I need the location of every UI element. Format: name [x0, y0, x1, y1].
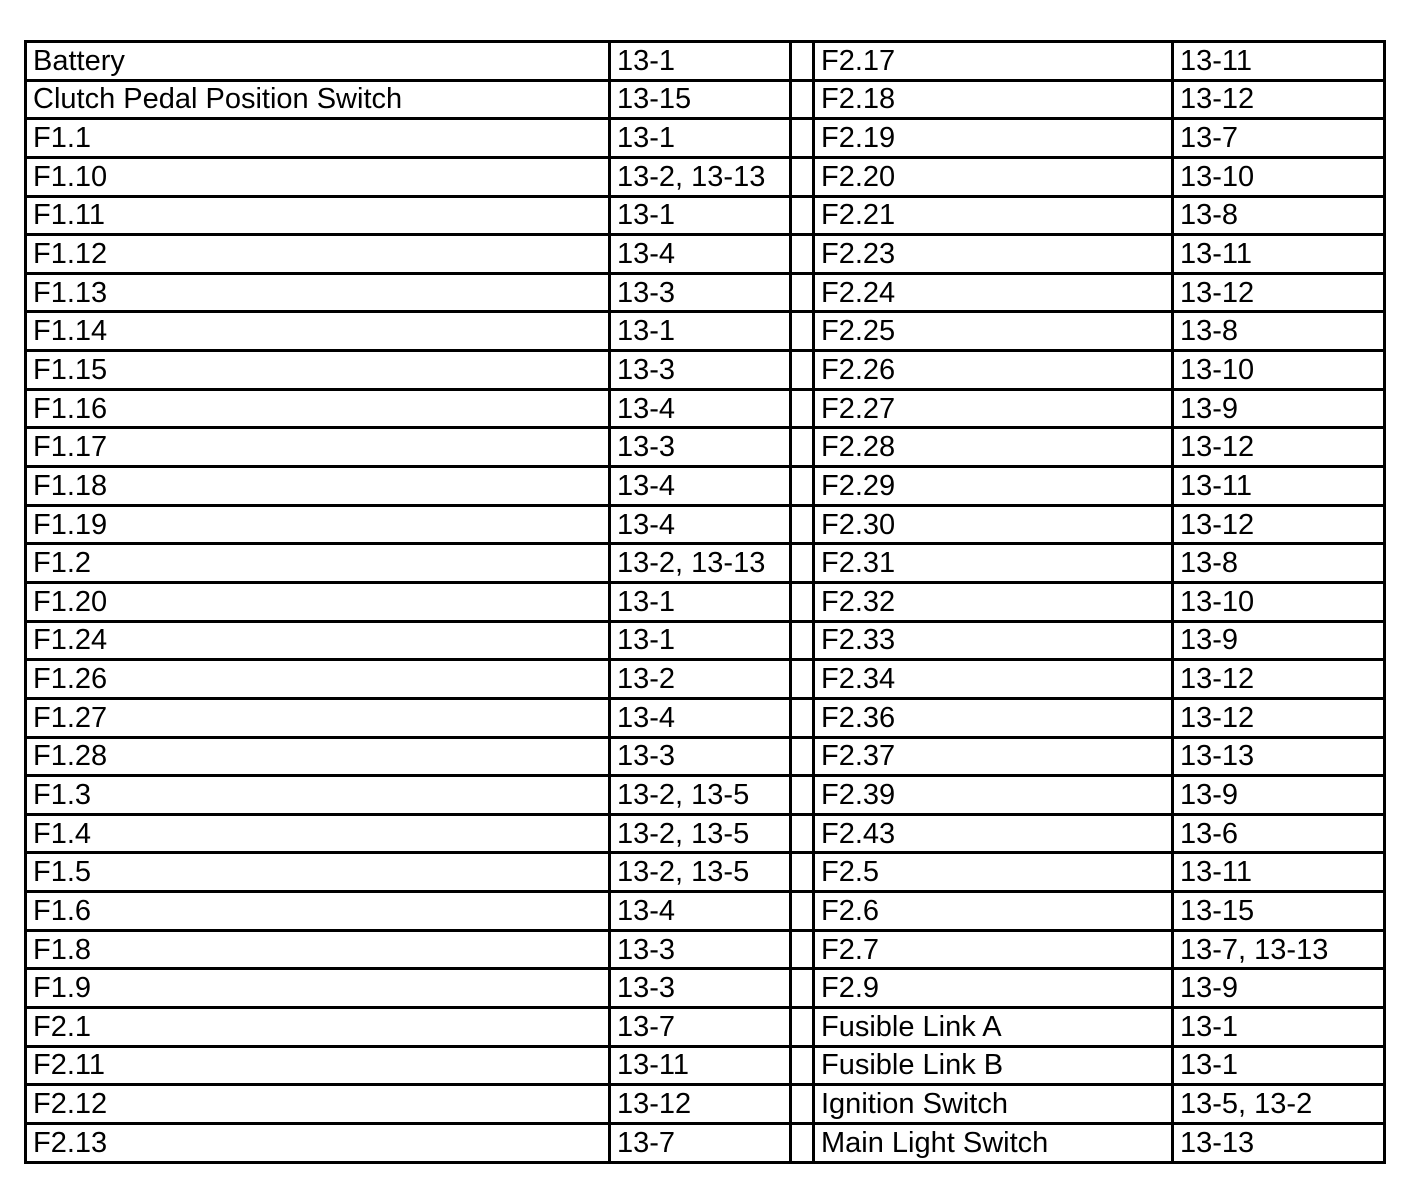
column-gap [791, 776, 814, 815]
component-index-body [26, 42, 1385, 1163]
table-row [26, 505, 1385, 544]
column-gap [791, 467, 814, 506]
left-pages-cell: 13-3 [610, 969, 791, 1008]
right-pages-cell: 13-13 [1173, 737, 1385, 776]
table-row [26, 312, 1385, 351]
table-row [26, 1085, 1385, 1124]
table-row [26, 1123, 1385, 1162]
left-pages-cell: 13-7 [610, 1123, 791, 1162]
right-component-cell: F2.18 [814, 80, 1173, 119]
right-component-cell: F2.33 [814, 621, 1173, 660]
right-pages-cell: 13-7, 13-13 [1173, 930, 1385, 969]
right-pages-cell: 13-8 [1173, 544, 1385, 583]
right-component-cell: F2.32 [814, 582, 1173, 621]
left-component-cell: F1.18 [26, 467, 610, 506]
column-gap [791, 80, 814, 119]
right-component-cell: F2.20 [814, 157, 1173, 196]
left-component-cell: F1.6 [26, 892, 610, 931]
right-component-cell: F2.31 [814, 544, 1173, 583]
left-pages-cell: 13-4 [610, 892, 791, 931]
left-pages-cell: 13-2, 13-5 [610, 814, 791, 853]
left-pages-cell: 13-2, 13-5 [610, 853, 791, 892]
left-pages-cell: 13-1 [610, 119, 791, 158]
table-row [26, 467, 1385, 506]
table-row [26, 582, 1385, 621]
table-row [26, 273, 1385, 312]
table-row [26, 1046, 1385, 1085]
left-pages-cell: 13-7 [610, 1008, 791, 1047]
column-gap [791, 273, 814, 312]
left-component-cell: F1.9 [26, 969, 610, 1008]
left-pages-cell: 13-11 [610, 1046, 791, 1085]
right-component-cell: F2.6 [814, 892, 1173, 931]
right-pages-cell: 13-6 [1173, 814, 1385, 853]
left-component-cell: F1.5 [26, 853, 610, 892]
left-component-cell: F2.11 [26, 1046, 610, 1085]
table-row [26, 737, 1385, 776]
column-gap [791, 1123, 814, 1162]
column-gap [791, 1085, 814, 1124]
component-index-table [24, 40, 1386, 1164]
column-gap [791, 235, 814, 274]
left-pages-cell: 13-3 [610, 351, 791, 390]
right-pages-cell: 13-12 [1173, 273, 1385, 312]
right-pages-cell: 13-9 [1173, 969, 1385, 1008]
column-gap [791, 969, 814, 1008]
right-component-cell: Fusible Link A [814, 1008, 1173, 1047]
column-gap [791, 737, 814, 776]
left-component-cell: F1.2 [26, 544, 610, 583]
right-component-cell: F2.19 [814, 119, 1173, 158]
left-pages-cell: 13-3 [610, 428, 791, 467]
left-component-cell: F1.4 [26, 814, 610, 853]
right-pages-cell: 13-10 [1173, 157, 1385, 196]
right-pages-cell: 13-12 [1173, 505, 1385, 544]
table-row [26, 196, 1385, 235]
table-row [26, 544, 1385, 583]
right-pages-cell: 13-1 [1173, 1046, 1385, 1085]
table-row [26, 621, 1385, 660]
left-component-cell: F1.27 [26, 698, 610, 737]
table-row [26, 157, 1385, 196]
column-gap [791, 157, 814, 196]
left-component-cell: F1.10 [26, 157, 610, 196]
column-gap [791, 582, 814, 621]
right-component-cell: F2.29 [814, 467, 1173, 506]
column-gap [791, 42, 814, 81]
right-pages-cell: 13-8 [1173, 196, 1385, 235]
table-row [26, 119, 1385, 158]
left-component-cell: F1.20 [26, 582, 610, 621]
table-row [26, 428, 1385, 467]
right-pages-cell: 13-13 [1173, 1123, 1385, 1162]
right-pages-cell: 13-5, 13-2 [1173, 1085, 1385, 1124]
column-gap [791, 930, 814, 969]
right-component-cell: F2.24 [814, 273, 1173, 312]
table-row [26, 351, 1385, 390]
column-gap [791, 312, 814, 351]
left-component-cell: F1.26 [26, 660, 610, 699]
table-row [26, 698, 1385, 737]
column-gap [791, 698, 814, 737]
right-pages-cell: 13-11 [1173, 235, 1385, 274]
column-gap [791, 505, 814, 544]
table-row [26, 853, 1385, 892]
table-row [26, 42, 1385, 81]
column-gap [791, 544, 814, 583]
column-gap [791, 389, 814, 428]
right-pages-cell: 13-10 [1173, 351, 1385, 390]
left-component-cell: F1.17 [26, 428, 610, 467]
left-pages-cell: 13-1 [610, 196, 791, 235]
left-pages-cell: 13-3 [610, 930, 791, 969]
right-pages-cell: 13-8 [1173, 312, 1385, 351]
left-component-cell: F1.16 [26, 389, 610, 428]
left-component-cell: F1.19 [26, 505, 610, 544]
right-component-cell: F2.5 [814, 853, 1173, 892]
left-pages-cell: 13-4 [610, 467, 791, 506]
right-pages-cell: 13-11 [1173, 853, 1385, 892]
right-pages-cell: 13-7 [1173, 119, 1385, 158]
left-pages-cell: 13-4 [610, 235, 791, 274]
left-pages-cell: 13-12 [610, 1085, 791, 1124]
left-component-cell: F2.12 [26, 1085, 610, 1124]
left-pages-cell: 13-3 [610, 737, 791, 776]
left-pages-cell: 13-2, 13-13 [610, 544, 791, 583]
left-component-cell: F1.8 [26, 930, 610, 969]
left-pages-cell: 13-1 [610, 621, 791, 660]
table-row [26, 235, 1385, 274]
right-component-cell: F2.43 [814, 814, 1173, 853]
column-gap [791, 621, 814, 660]
left-pages-cell: 13-4 [610, 505, 791, 544]
left-component-cell: F2.1 [26, 1008, 610, 1047]
column-gap [791, 853, 814, 892]
left-component-cell: F1.14 [26, 312, 610, 351]
left-component-cell: F1.12 [26, 235, 610, 274]
right-component-cell: F2.37 [814, 737, 1173, 776]
table-row [26, 389, 1385, 428]
column-gap [791, 351, 814, 390]
left-component-cell: F1.28 [26, 737, 610, 776]
right-component-cell: F2.25 [814, 312, 1173, 351]
table-row [26, 1008, 1385, 1047]
left-pages-cell: 13-4 [610, 389, 791, 428]
column-gap [791, 1008, 814, 1047]
column-gap [791, 1046, 814, 1085]
column-gap [791, 196, 814, 235]
column-gap [791, 428, 814, 467]
right-pages-cell: 13-9 [1173, 776, 1385, 815]
right-pages-cell: 13-9 [1173, 621, 1385, 660]
right-component-cell: F2.27 [814, 389, 1173, 428]
right-component-cell: F2.17 [814, 42, 1173, 81]
right-pages-cell: 13-12 [1173, 80, 1385, 119]
left-component-cell: F1.15 [26, 351, 610, 390]
left-pages-cell: 13-1 [610, 312, 791, 351]
right-component-cell: F2.26 [814, 351, 1173, 390]
right-pages-cell: 13-11 [1173, 467, 1385, 506]
left-pages-cell: 13-2, 13-13 [610, 157, 791, 196]
right-pages-cell: 13-10 [1173, 582, 1385, 621]
right-component-cell: F2.9 [814, 969, 1173, 1008]
left-pages-cell: 13-2, 13-5 [610, 776, 791, 815]
right-component-cell: F2.34 [814, 660, 1173, 699]
right-component-cell: F2.21 [814, 196, 1173, 235]
left-component-cell: F1.3 [26, 776, 610, 815]
left-component-cell: Battery [26, 42, 610, 81]
left-pages-cell: 13-3 [610, 273, 791, 312]
right-component-cell: F2.23 [814, 235, 1173, 274]
right-component-cell: F2.36 [814, 698, 1173, 737]
table-row [26, 80, 1385, 119]
left-component-cell: F1.13 [26, 273, 610, 312]
left-component-cell: F1.1 [26, 119, 610, 158]
column-gap [791, 892, 814, 931]
right-component-cell: Main Light Switch [814, 1123, 1173, 1162]
right-component-cell: F2.7 [814, 930, 1173, 969]
table-row [26, 660, 1385, 699]
right-pages-cell: 13-12 [1173, 660, 1385, 699]
table-row [26, 969, 1385, 1008]
right-component-cell: F2.30 [814, 505, 1173, 544]
left-pages-cell: 13-2 [610, 660, 791, 699]
right-component-cell: F2.39 [814, 776, 1173, 815]
right-pages-cell: 13-9 [1173, 389, 1385, 428]
right-pages-cell: 13-12 [1173, 428, 1385, 467]
left-component-cell: F1.24 [26, 621, 610, 660]
right-component-cell: Ignition Switch [814, 1085, 1173, 1124]
column-gap [791, 119, 814, 158]
table-row [26, 930, 1385, 969]
right-pages-cell: 13-12 [1173, 698, 1385, 737]
table-row [26, 814, 1385, 853]
right-component-cell: F2.28 [814, 428, 1173, 467]
table-row [26, 776, 1385, 815]
right-pages-cell: 13-1 [1173, 1008, 1385, 1047]
right-component-cell: Fusible Link B [814, 1046, 1173, 1085]
left-pages-cell: 13-1 [610, 42, 791, 81]
table-row [26, 892, 1385, 931]
left-pages-cell: 13-1 [610, 582, 791, 621]
left-component-cell: Clutch Pedal Position Switch [26, 80, 610, 119]
right-pages-cell: 13-11 [1173, 42, 1385, 81]
column-gap [791, 660, 814, 699]
column-gap [791, 814, 814, 853]
right-pages-cell: 13-15 [1173, 892, 1385, 931]
left-pages-cell: 13-15 [610, 80, 791, 119]
left-component-cell: F2.13 [26, 1123, 610, 1162]
left-component-cell: F1.11 [26, 196, 610, 235]
left-pages-cell: 13-4 [610, 698, 791, 737]
